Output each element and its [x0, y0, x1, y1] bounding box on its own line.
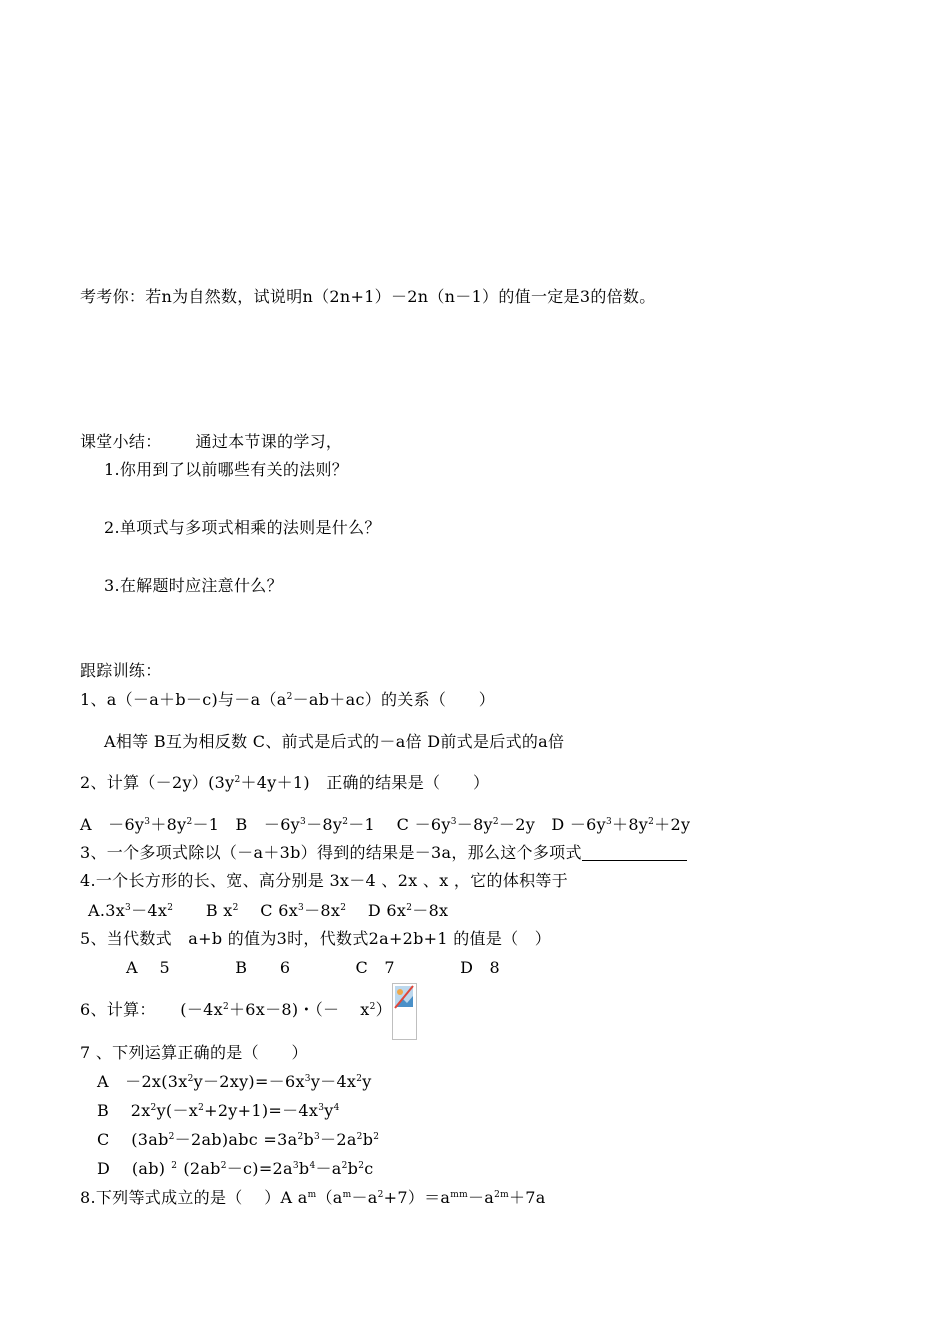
- problem-7: 7 、下列运算正确的是（ ）: [80, 1043, 308, 1062]
- problem-3: 3、一个多项式除以（－a＋3b）得到的结果是－3a，那么这个多项式: [80, 843, 687, 863]
- problem-2-options: A $-6y^3+8y^2-1$ B $-6y^3-8y^2-1$ $C -6y^3-8y^2-2y$ $D -6y^3+8y^2+2y$: [80, 815, 691, 834]
- problem-6: 6、计算： $(-4x^2+6x-8)$・（－ $x^2$）: [80, 1000, 392, 1019]
- problem-4-options: $A.3x^3-4x^2$ B $x^2$ C $6x^3-8x^2$ D $6x^2-8x$: [88, 901, 449, 920]
- problem-1-options: A相等 B互为相反数 C、前式是后式的－a倍 D前式是后式的a倍: [104, 732, 565, 751]
- problem-5: 5、当代数式 a+b 的值为3时，代数式2a+2b+1 的值是（ ）: [80, 929, 552, 948]
- summary-q1: 1.你用到了以前哪些有关的法则？: [104, 460, 349, 479]
- problem-7-option-d: D (ab) $^2$ $(2ab^2-c)=2a^3b^4-a^2b^2c$: [97, 1159, 374, 1178]
- problem-7-option-b: B $2x^2y(-x^2+2y+1)=-4x^3y^4$: [97, 1101, 340, 1120]
- problem-7-option-c: C $(3ab^2-2ab)abc =3a^2b^3-2a^2b^2$: [97, 1130, 380, 1149]
- problem-7-option-a: A $-2x(3x^2y-2xy)=-6x^3y-4x^2y$: [97, 1072, 372, 1091]
- problem-1: 1、a（－a＋b－c)与$-a(a^2-ab+ac)$的关系（ ）: [80, 690, 496, 709]
- summary-heading: [80, 432, 342, 452]
- challenge-text: 考考你：若n为自然数，试说明n（2n+1）－2n（n－1）的值一定是3的倍数。: [80, 287, 656, 306]
- practice-heading: 跟踪训练：: [80, 661, 162, 680]
- summary-intro: 通过本节课的学习，: [195, 432, 343, 451]
- problem-2: 2、计算$(-2y)(3y^2+4y+1)$ 正确的结果是（ ）: [80, 773, 490, 792]
- problem-5-options: A 5 B 6 C 7 D 8: [126, 958, 500, 977]
- image-placeholder-icon: [393, 984, 416, 1010]
- broken-image-icon: [392, 983, 417, 1040]
- summary-q2: 2.单项式与多项式相乘的法则是什么？: [104, 518, 381, 537]
- summary-label: 课堂小结：: [80, 432, 162, 451]
- answer-blank[interactable]: [582, 844, 687, 861]
- problem-4: 4.一个长方形的长、宽、高分别是 3x－4 、2x 、x ，它的体积等于: [80, 871, 569, 890]
- problem-8: 8.下列等式成立的是（ ）A $a^m(a^m-a^2+7)=a^{mm}-a^{2m}+7a$: [80, 1188, 546, 1207]
- summary-q3: 3.在解题时应注意什么？: [104, 576, 283, 595]
